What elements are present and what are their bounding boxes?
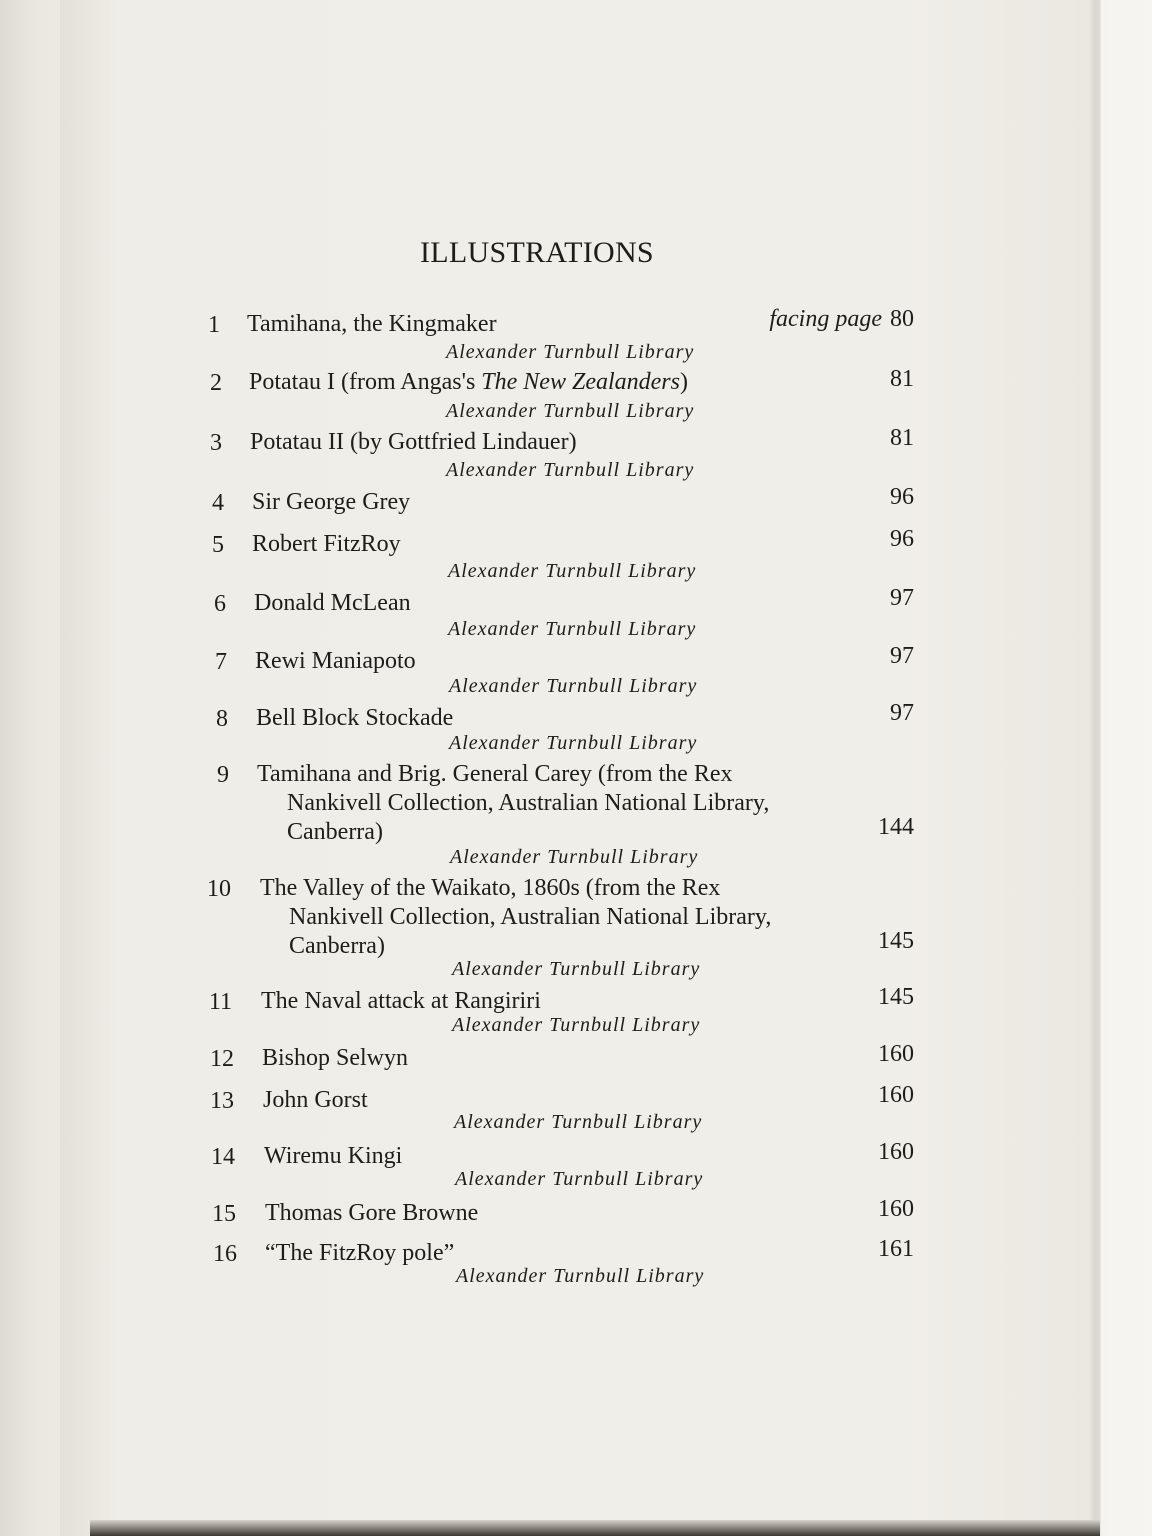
entry-number: 10 bbox=[207, 876, 231, 902]
entry-credit: Alexander Turnbull Library bbox=[449, 732, 698, 754]
entry-number: 7 bbox=[215, 649, 227, 675]
entry-number: 5 bbox=[212, 532, 224, 558]
entry-title: Donald McLean bbox=[254, 590, 411, 616]
entry-page: 96 bbox=[890, 484, 914, 510]
entry-title: Robert FitzRoy bbox=[252, 531, 401, 557]
entry-page: 97 bbox=[890, 585, 914, 611]
entry-title: Potatau II (by Gottfried Lindauer) bbox=[250, 429, 577, 455]
entry-number: 11 bbox=[208, 989, 232, 1015]
entry-title: “The FitzRoy pole” bbox=[265, 1240, 455, 1266]
entry-credit: Alexander Turnbull Library bbox=[456, 1265, 705, 1287]
page-edge-shadow bbox=[1088, 0, 1102, 1536]
entry-title: Thomas Gore Browne bbox=[265, 1200, 479, 1226]
entry-page: 145 bbox=[878, 984, 914, 1010]
book-bottom-edge bbox=[90, 1520, 1100, 1536]
entry-page-number: 80 bbox=[890, 306, 914, 332]
entry-title-italic: The New Zealanders bbox=[481, 369, 680, 395]
entry-credit: Alexander Turnbull Library bbox=[448, 560, 697, 582]
entry-number: 9 bbox=[217, 762, 229, 788]
entry-page: 145 bbox=[878, 928, 914, 954]
entry-page: 160 bbox=[878, 1082, 914, 1108]
entry-credit: Alexander Turnbull Library bbox=[446, 341, 695, 363]
entry-number: 4 bbox=[212, 490, 224, 516]
entry-title: Bishop Selwyn bbox=[262, 1045, 409, 1071]
entry-number: 13 bbox=[210, 1088, 234, 1114]
entry-number: 2 bbox=[210, 370, 222, 396]
entry-title: Rewi Maniapoto bbox=[255, 648, 416, 674]
entry-page: 81 bbox=[890, 366, 914, 392]
page-heading: ILLUSTRATIONS bbox=[420, 236, 654, 269]
entry-credit: Alexander Turnbull Library bbox=[446, 459, 695, 481]
entry-number: 15 bbox=[212, 1201, 236, 1227]
entry-page: 97 bbox=[890, 643, 914, 669]
entry-title-text: Potatau I (from Angas's bbox=[249, 369, 482, 395]
entry-title-text: ) bbox=[679, 369, 688, 395]
entry-number: 8 bbox=[216, 706, 228, 732]
entry-page bbox=[769, 306, 914, 333]
entry-number: 14 bbox=[211, 1144, 235, 1170]
entry-page: 160 bbox=[878, 1139, 914, 1165]
entry-title-line: Canberra) bbox=[287, 819, 383, 845]
entry-title: Bell Block Stockade bbox=[256, 705, 454, 731]
entry-title: The Naval attack at Rangiriri bbox=[261, 988, 541, 1014]
entry-page: 160 bbox=[878, 1196, 914, 1222]
entry-credit: Alexander Turnbull Library bbox=[452, 1014, 701, 1036]
spine-shadow bbox=[60, 0, 120, 1536]
entry-page: 97 bbox=[890, 700, 914, 726]
entry-title: Wiremu Kingi bbox=[264, 1143, 403, 1169]
entry-credit: Alexander Turnbull Library bbox=[450, 846, 699, 868]
entry-credit: Alexander Turnbull Library bbox=[455, 1168, 704, 1190]
entry-credit: Alexander Turnbull Library bbox=[454, 1111, 703, 1133]
entry-page: 161 bbox=[878, 1236, 914, 1262]
entry-title-line: Canberra) bbox=[289, 933, 385, 959]
entry-number: 6 bbox=[214, 591, 226, 617]
entry-number: 16 bbox=[213, 1241, 237, 1267]
entry-title-line: Nankivell Collection, Australian National Library, bbox=[287, 790, 770, 816]
entry-page: 96 bbox=[890, 526, 914, 552]
facing-page-label: facing page bbox=[769, 306, 882, 332]
entry-title: Sir George Grey bbox=[252, 489, 411, 515]
entry-number: 12 bbox=[210, 1046, 234, 1072]
entry-title bbox=[249, 368, 688, 397]
entry-title-line: The Valley of the Waikato, 1860s (from the Rex bbox=[260, 875, 721, 901]
entry-title-line: Nankivell Collection, Australian National Library, bbox=[289, 904, 772, 930]
entry-title: Tamihana, the Kingmaker bbox=[247, 311, 497, 337]
entry-page: 81 bbox=[890, 425, 914, 451]
entry-page: 160 bbox=[878, 1041, 914, 1067]
entry-credit: Alexander Turnbull Library bbox=[448, 618, 697, 640]
entry-number: 1 bbox=[208, 312, 220, 338]
entry-credit: Alexander Turnbull Library bbox=[446, 400, 695, 422]
entry-page: 144 bbox=[878, 814, 914, 840]
entry-title-line: Tamihana and Brig. General Carey (from the Rex bbox=[257, 761, 733, 787]
entry-credit: Alexander Turnbull Library bbox=[449, 675, 698, 697]
entry-credit: Alexander Turnbull Library bbox=[452, 958, 701, 980]
entry-number: 3 bbox=[210, 430, 222, 456]
entry-title: John Gorst bbox=[263, 1087, 368, 1113]
